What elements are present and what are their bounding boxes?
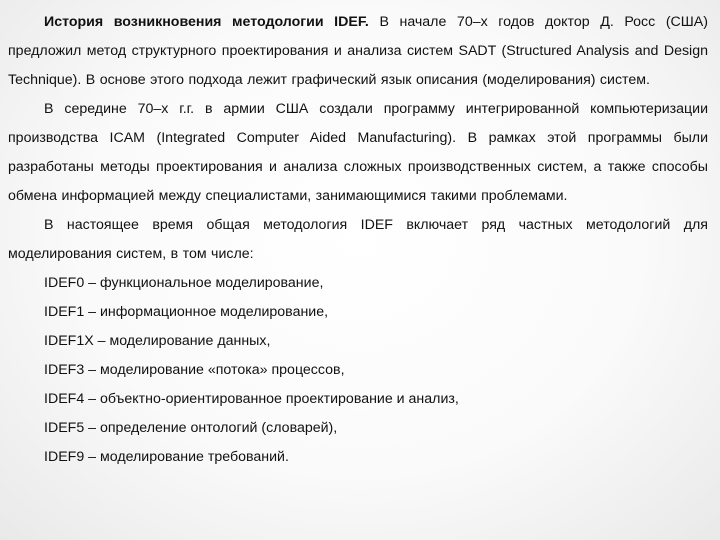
current-paragraph: В настоящее время общая методология IDEF включает ряд частных методологий для моделирования систем, в том числе: [8, 217, 708, 262]
history-paragraph [8, 8, 708, 95]
list-item-idef3: IDEF3 – моделирование «потока» процессов, [44, 362, 345, 378]
history-text: В начале 70–х годов доктор Д. Росс (США) предложил метод структурного проектирования и анализа систем SADT (Structured Analysis and Design Technique). В основе этого подхода лежит графический язык описания (моделирования) систем. [8, 14, 708, 88]
list-item-idef4: IDEF4 – объектно-ориентированное проектирование и анализ, [44, 391, 459, 407]
list-item-idef1x: IDEF1X – моделирование данных, [44, 333, 271, 349]
history-title: История возникновения методологии IDEF. [44, 14, 369, 30]
list-item-idef9: IDEF9 – моделирование требований. [44, 449, 289, 465]
document-text [8, 8, 708, 472]
list-item-idef1: IDEF1 – информационное моделирование, [44, 304, 329, 320]
icam-paragraph: В середине 70–х г.г. в армии США создали программу интегрированной компьютеризации производства ICAM (Integrated Computer Aided Manufacturing). В рамках этой программы были разработаны методы проектирования и анализа сложных производственных систем, а также способы обмена информацией между специалистами, занимающимися такими проблемами. [8, 101, 708, 204]
methodology-list [8, 269, 708, 472]
list-item-idef0: IDEF0 – функциональное моделирование, [44, 275, 324, 291]
list-item-idef5: IDEF5 – определение онтологий (словарей), [44, 420, 338, 436]
